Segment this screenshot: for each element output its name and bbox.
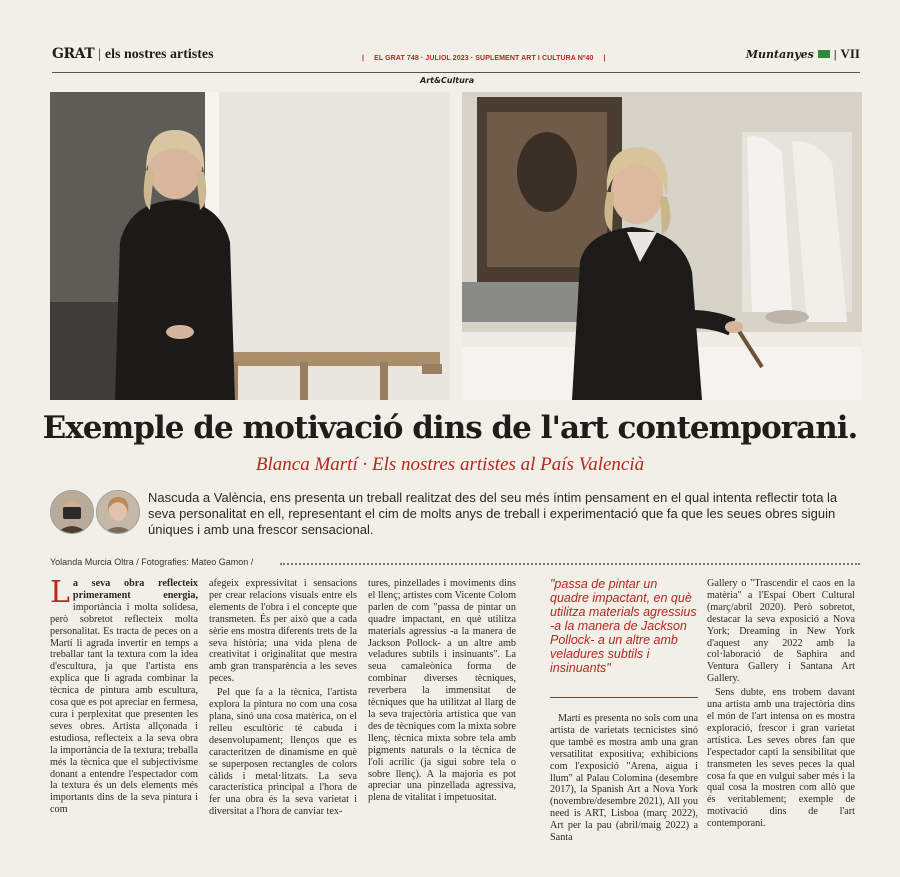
- article-column-3: [368, 578, 516, 806]
- article-column-2: [209, 578, 357, 820]
- byline-dotted-rule: [280, 563, 860, 565]
- photographer-avatar-image: [97, 491, 139, 533]
- pull-quote-rule: [550, 697, 698, 698]
- article-column-4: [550, 713, 698, 846]
- artist-portrait-illustration: [50, 92, 450, 400]
- headline: Exemple de motivació dins de l'art contemporani.: [42, 410, 858, 446]
- article-column-1: [50, 575, 198, 818]
- article-col5-text: Gallery o "Trascendir el caos en la matèria" a l'Espai Obert Cultural (març/abril 2020). Però sobretot, destacar la seva exposició a Nova York; Dreaming in New York d'aquest any 2022 amb la col·laboració de Saphira and Ventura Gallery i Santana Art Gallery.: [707, 578, 855, 685]
- header-separator-right: |: [833, 46, 837, 61]
- page-header-right: [746, 46, 860, 62]
- artist-portrait-photo: [50, 92, 450, 400]
- byline: Yolanda Murcia Oltra / Fotografies: Mateo Gamon /: [50, 557, 254, 567]
- issue-bar-left: |: [362, 55, 365, 62]
- photographer-avatar: [96, 490, 140, 534]
- article-col3-text: tures, pinzellades i moviments dins el llenç; artistes com Vicente Colom parlen de com "passa de pintar un quadre impactant, en què utilitza materials agressius -a la manera de Jackson Pollock- a un altre amb veladures subtils i insinuants". La seua camaleònica forma de combinar diverses tècniques, reverbera la immensitat de tècniques que ha utilitzat al llarg de la seva trajectòria artística que van des de tècniques com la mixta sobre llenç, tècnica mixta sobre tela amb pigments naturals o la tècnica de l'oli acrílic (ja sigui sobre tela o sobre llenç). A la majoria es pot apreciar una pinzellada agressiva, plena de vitalitat i impetuositat.: [368, 578, 516, 804]
- article-col5b-text: Sens dubte, ens trobem davant una artista amb una trajectòria dins el món de l'art intensa on es mostra exploració, frescor i gran varietat artística. Les seves obres fan que l'espectador capti la sensibilitat que transmeten les seves peces la qual cosa fa que en vulgui saber més i la qual cosa la mostren com allò que és veritablement; exemple de motivació dins de l'art contemporani.: [707, 687, 855, 830]
- author-avatar-image: [51, 491, 93, 533]
- intro-paragraph: Nascuda a València, ens presenta un treball realitzat des del seu més íntim pensament en el qual intenta reflectir tota la seva personalitat en ell, representant el cim de molts anys de treball i experimentació que fa que les seues obres siguin úniques i amb una frescor sensacional.: [148, 490, 838, 537]
- issue-info-text: EL GRAT 748 · JULIOL 2023 · SUPLEMENT ART I CULTURA Nº40: [374, 55, 594, 62]
- drop-cap: L: [50, 575, 70, 610]
- artist-painting-photo: [462, 92, 862, 400]
- artist-painting-illustration: [462, 92, 862, 400]
- section-title: els nostres artistes: [104, 47, 214, 62]
- section-label: Art&Cultura: [420, 76, 475, 85]
- subheadline: Blanca Martí · Els nostres artistes al País Valencià: [255, 454, 645, 475]
- flag-icon: [818, 50, 830, 58]
- article-col2b-text: Pel que fa a la tècnica, l'artista explora la pintura no com una cosa plana, sinó una cosa matèrica, on el relleu escultòric té cabuda i desenvolupament; llenços que es caracteritzen de dinamisme en què se superposen rectangles de colors càlids i metal·litzats. La seva característica principal a l'hora de fer una obra és la seva varietat i diversitat a l'hora de canviar tex-: [209, 687, 357, 818]
- article-column-5: [707, 578, 855, 832]
- article-col4-text: Martí es presenta no sols com una artista de varietats tecnicistes sinó que també es mostra amb una gran versatilitat expositiva; exhibicions com l'exposició "Arena, aigua i llum" al Palau Colomina (desembre 2017), la Spanish Art a Nova York (novembre/desembre 2021), All you need is ART, Lisboa (març 2022), Art per la pau (abril/maig 2022) a Santa: [550, 713, 698, 844]
- issue-info: [352, 55, 616, 62]
- publication-logo: GRAT: [52, 46, 95, 62]
- article-col2-text: afegeix expressivitat i sensacions per crear relacions visuals entre els elements de l'obra i el concepte que transmeten. És per això que a cada sèrie ens mostra diferents trets de la seva història; una vida plena de creativitat i originalitat que mestra amb gran transparència a les seves peces.: [209, 578, 357, 685]
- page-header-left: [52, 46, 214, 63]
- author-avatars: [50, 490, 140, 534]
- article-lead: a seva obra reflecteix primerament energia,: [72, 578, 198, 601]
- issue-bar-right: |: [603, 55, 606, 62]
- page-number: VII: [840, 46, 860, 61]
- pull-quote: "passa de pintar un quadre impactant, en què utilitza materials agressius -a la manera de Jackson Pollock- a un altre amb veladures subtils i insinuants": [550, 577, 697, 675]
- header-rule: [52, 72, 860, 73]
- header-separator: |: [98, 47, 101, 62]
- sponsor-logo: Muntanyes: [745, 47, 814, 61]
- article-col1-text: importància i molta solidesa, però sobretot reflecteix molta personalitat. Es tracta de peces on a Martí li agrada invertir en temps a treballar tant la textura com la idea d'escultura, ja que l'artista ens explica que li agrada combinar la tècnica de pintura amb escultura, cosa que es pot apreciar en fermesa, cura i perplexitat que presenten les seves obres. Artista allçonada i estudiosa, reflecteix a la seva obra la importància de la textura; treballa més la tècnica que el subjectivisme donant a entendre l'espectador com la textura és un dels elements més importants dins de la seva pintura i com: [50, 601, 198, 816]
- author-avatar: [50, 490, 94, 534]
